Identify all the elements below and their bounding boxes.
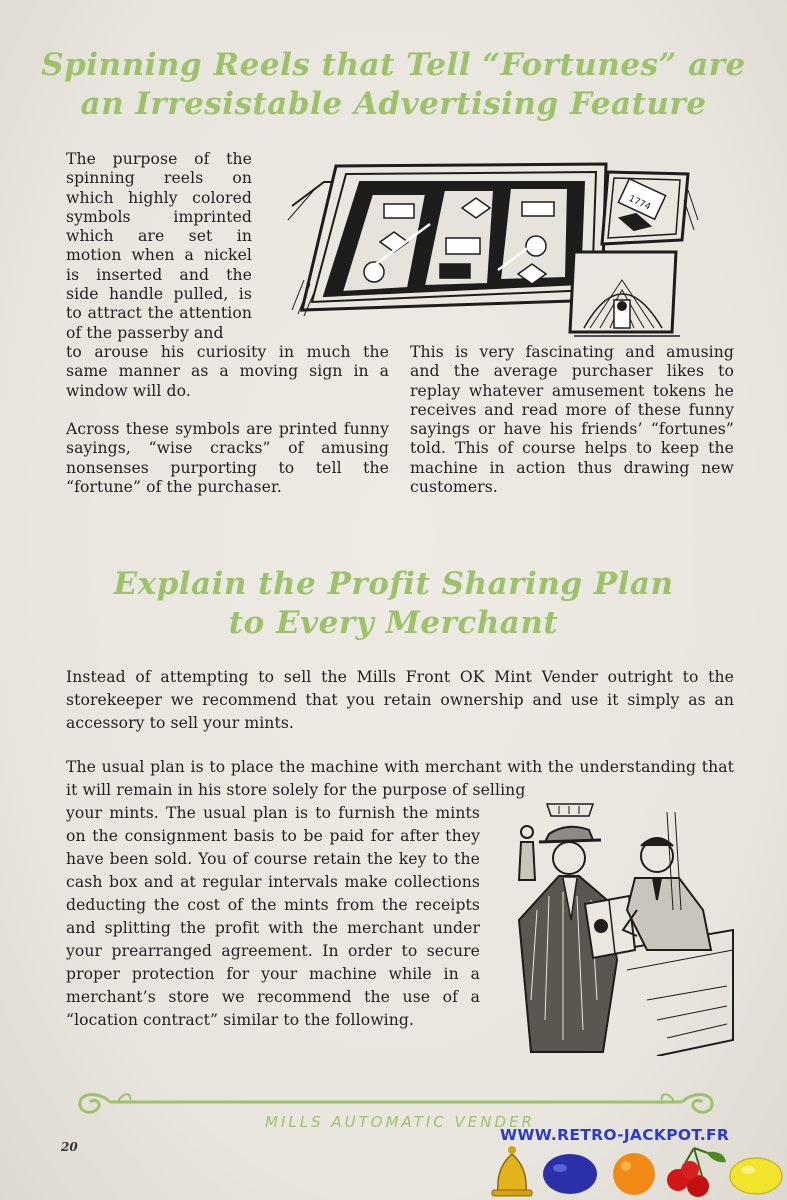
paragraph-usual-plan-intro: The usual plan is to place the machine with merchant with the understanding that it will remain in his store solely for the purpose of selling <box>66 758 734 799</box>
paragraph-instead: Instead of attempting to sell the Mills Front OK Mint Vender outright to the storekeeper we recommend that you retain ownership and use it simply as an accessory to sell your mints. <box>66 668 734 732</box>
bell-icon <box>492 1146 532 1196</box>
paragraph-fascinating: This is very fascinating and amusing and the average purchaser likes to replay whatever amusement tokens he receives and read more of these funny sayings or have his friends’ “fortunes” told. This of course helps to keep the machine in action thus drawing new customers. <box>410 343 734 497</box>
paragraph-across: Across these symbols are printed funny sayings, “wise cracks” of amusing nonsenses purporting to tell the “fortune” of the purchaser. <box>66 420 389 496</box>
section-title-line-2: to Every Merchant <box>228 605 559 641</box>
title-line-1: Spinning Reels that Tell “Fortunes” are <box>41 47 746 83</box>
fruit-icons <box>484 1142 787 1200</box>
orange-icon <box>613 1153 655 1195</box>
footer-brand: MILLS AUTOMATIC VENDER <box>265 1113 535 1131</box>
slot-reels-illustration <box>284 160 702 340</box>
section-title-line-1: Explain the Profit Sharing Plan <box>113 566 674 602</box>
page-number: 20 <box>61 1140 78 1154</box>
paragraph-purpose: The purpose of the spinning reels on which highly colored symbols imprinted which are set in motion when a nickel is inserted and the side handle pulled, is to attract the attention of the passerby and <box>66 150 252 342</box>
section-title-profit-sharing <box>30 565 757 643</box>
plum-icon <box>543 1154 597 1194</box>
lemon-icon <box>730 1158 782 1194</box>
cherries-icon <box>667 1148 726 1197</box>
page-title-reels <box>30 46 757 124</box>
reels-window-badge: 1774 <box>626 193 652 213</box>
watermark-link[interactable]: WWW.RETRO-JACKPOT.FR <box>500 1126 730 1144</box>
paragraph-usual-plan: your mints. The usual plan is to furnish the mints on the consignment basis to be paid for after they have been sold. You of course retain the key to the cash box and at regular intervals make collections deducting the cost of the mints from the receipts and splitting the profit with the merchant under your prearranged agreement. In order to secure proper protection for your machine while in a merchant’s store we recommend the use of a “location contract” similar to the following. <box>66 804 480 1029</box>
title-line-2: an Irresistable Advertising Feature <box>80 86 707 122</box>
paragraph-arouse: to arouse his curiosity in much the same manner as a moving sign in a window will do. <box>66 343 389 400</box>
merchant-salesman-illustration <box>497 800 735 1056</box>
